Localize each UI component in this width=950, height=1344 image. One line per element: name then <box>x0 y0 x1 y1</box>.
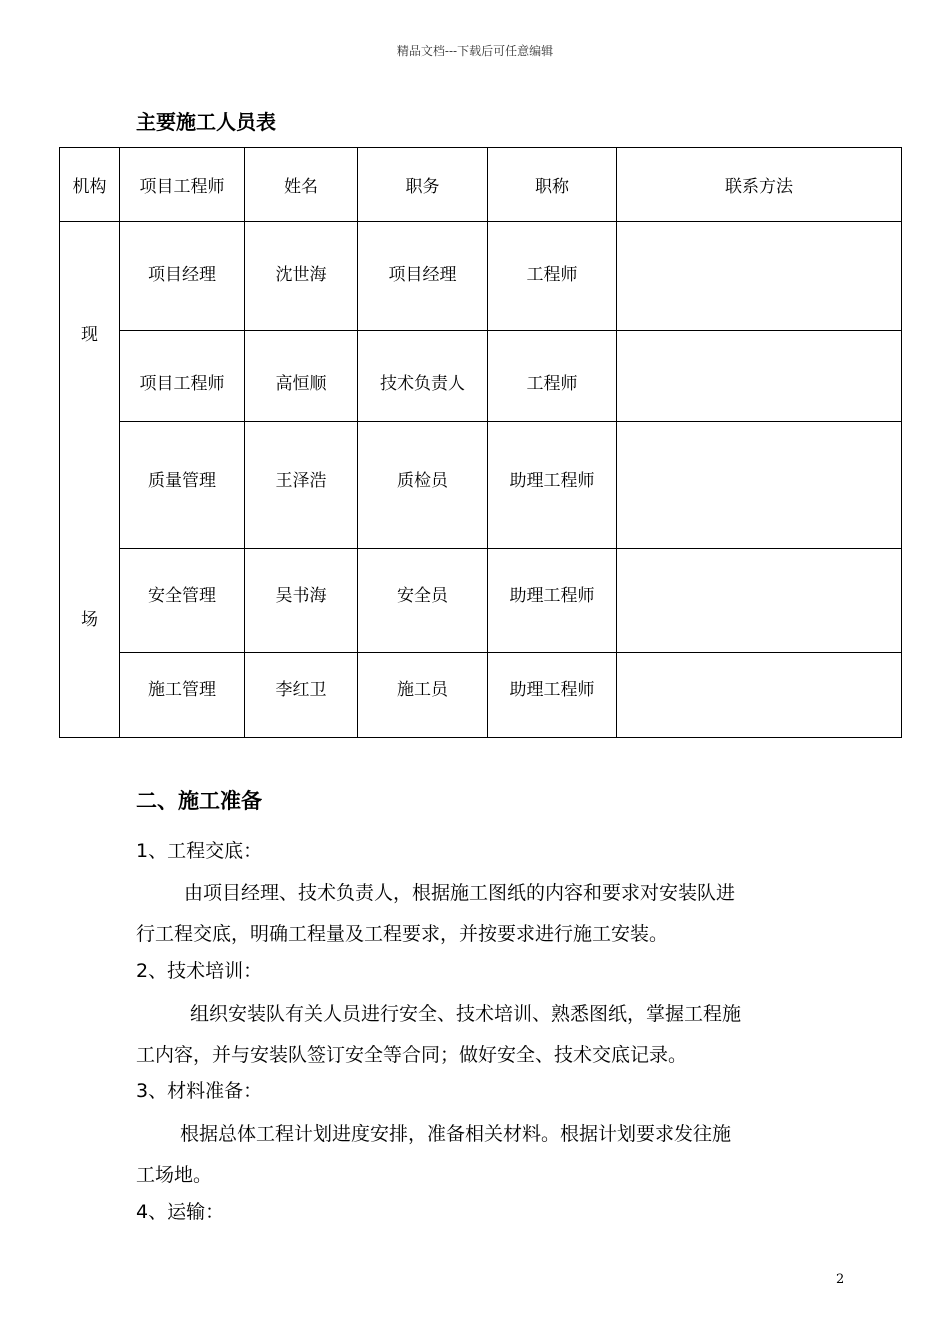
table-cell: 王泽浩 <box>245 422 358 549</box>
paragraph-line: 由项目经理、技术负责人，根据施工图纸的内容和要求对安装队进 <box>184 882 736 904</box>
table-cell <box>617 331 902 422</box>
page-number: 2 <box>836 1272 845 1287</box>
item-heading: 4、运输： <box>136 1201 225 1223</box>
table-cell: 安全员 <box>358 549 488 653</box>
table-cell: 质量管理 <box>120 422 245 549</box>
table-cell: 助理工程师 <box>488 549 617 653</box>
paragraph-line: 根据总体工程计划进度安排，准备相关材料。根据计划要求发往施 <box>180 1123 732 1145</box>
table-cell <box>617 422 902 549</box>
table-cell: 施工员 <box>358 653 488 738</box>
table-cell: 工程师 <box>488 331 617 422</box>
table-cell: 安全管理 <box>120 549 245 653</box>
paragraph-line: 工场地。 <box>136 1164 213 1186</box>
item-paragraph <box>136 1114 848 1196</box>
header-cell: 联系方法 <box>617 148 902 222</box>
staff-table <box>59 147 902 738</box>
table-cell: 助理工程师 <box>488 422 617 549</box>
org-char: 现 <box>81 325 98 345</box>
table-cell: 高恒顺 <box>245 331 358 422</box>
paragraph-line: 行工程交底，明确工程量及工程要求，并按要求进行施工安装。 <box>136 923 669 945</box>
item-paragraph <box>136 994 848 1076</box>
table-title: 主要施工人员表 <box>136 110 276 134</box>
table-row <box>60 331 902 422</box>
table-row <box>60 422 902 549</box>
item-heading: 3、材料准备： <box>136 1080 263 1102</box>
header-cell: 职务 <box>358 148 488 222</box>
table-cell <box>617 222 902 331</box>
table-cell: 质检员 <box>358 422 488 549</box>
table-cell: 李红卫 <box>245 653 358 738</box>
table-cell: 沈世海 <box>245 222 358 331</box>
table-cell: 吴书海 <box>245 549 358 653</box>
table-header-row <box>60 148 902 222</box>
table-cell: 施工管理 <box>120 653 245 738</box>
item-paragraph <box>136 873 848 955</box>
table-cell: 项目经理 <box>120 222 245 331</box>
page-header-note: 精品文档---下载后可任意编辑 <box>396 44 554 58</box>
item-heading: 1、工程交底： <box>136 840 263 862</box>
header-cell: 职称 <box>488 148 617 222</box>
org-char: 场 <box>81 610 98 630</box>
org-cell <box>60 222 120 738</box>
table-cell: 项目经理 <box>358 222 488 331</box>
table-row <box>60 222 902 331</box>
table-row <box>60 653 902 738</box>
table-cell: 技术负责人 <box>358 331 488 422</box>
header-cell: 项目工程师 <box>120 148 245 222</box>
paragraph-line: 组织安装队有关人员进行安全、技术培训、熟悉图纸，掌握工程施 <box>190 1003 742 1025</box>
table-cell <box>617 653 902 738</box>
table-cell: 助理工程师 <box>488 653 617 738</box>
table-cell: 工程师 <box>488 222 617 331</box>
paragraph-line: 工内容，并与安装队签订安全等合同；做好安全、技术交底记录。 <box>136 1044 688 1066</box>
header-cell: 机构 <box>60 148 120 222</box>
table-row <box>60 549 902 653</box>
item-heading: 2、技术培训： <box>136 960 263 982</box>
table-cell <box>617 549 902 653</box>
section-title: 二、施工准备 <box>136 789 262 813</box>
table-cell: 项目工程师 <box>120 331 245 422</box>
header-cell: 姓名 <box>245 148 358 222</box>
